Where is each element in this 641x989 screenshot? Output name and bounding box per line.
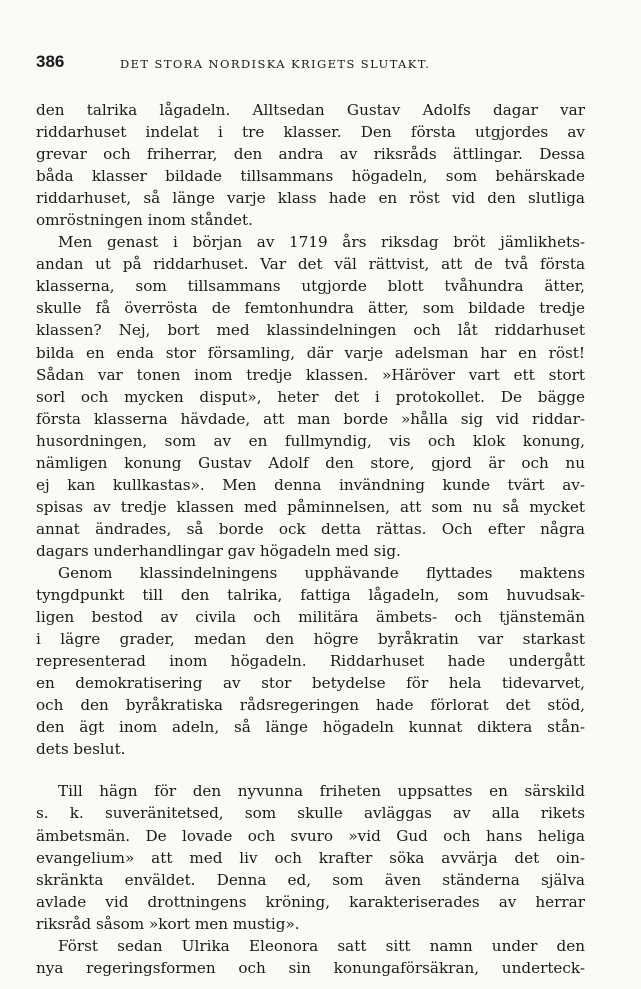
- text-line: sorl och mycken disput», heter det i protokollet. De bägge: [36, 387, 585, 406]
- text-line: båda klasser bildade tillsammans högadeln, som behärskade: [36, 167, 585, 186]
- text-line: representerad inom högadeln. Riddarhuset hade undergått: [36, 652, 585, 671]
- text-line: klasserna, som tillsammans utgjorde blott tvåhundra ätter,: [36, 277, 585, 296]
- page-header: [36, 52, 606, 76]
- text-line: husordningen, som av en fullmyndig, vis och klok konung,: [36, 431, 585, 450]
- text-line: omröstningen inom ståndet.: [36, 211, 253, 230]
- text-line: spisas av tredje klassen med påminnelsen, att som nu så mycket: [36, 497, 585, 516]
- text-line: tyngdpunkt till den talrika, fattiga lågadeln, som huvudsak-: [36, 586, 585, 605]
- text-line: Till hägn för den nyvunna friheten uppsattes en särskild: [58, 782, 585, 801]
- page-number: 386: [36, 52, 65, 71]
- text-line: den ägt inom adeln, så länge högadeln kunnat diktera stån-: [36, 718, 585, 737]
- text-line: ligen bestod av civila och militära ämbets- och tjänstemän: [36, 608, 585, 627]
- text-line: Sådan var tonen inom tredje klassen. »Häröver vart ett stort: [36, 365, 585, 384]
- text-line: en demokratisering av stor betydelse för hela tidevarvet,: [36, 674, 585, 693]
- text-line: första klasserna hävdade, att man borde »hålla sig vid riddar-: [36, 409, 585, 428]
- text-line: s. k. suveränitetsed, som skulle avläggas av alla rikets: [36, 804, 585, 823]
- body-text: [36, 99, 585, 979]
- text-line: skränkta enväldet. Denna ed, som även ständerna själva: [36, 870, 585, 889]
- text-line: riksråd såsom »kort men mustig».: [36, 914, 300, 933]
- text-line: riddarhuset indelat i tre klasser. Den första utgjordes av: [36, 123, 585, 142]
- text-line: dets beslut.: [36, 740, 126, 759]
- text-line: grevar och friherrar, den andra av riksråds ättlingar. Dessa: [36, 145, 585, 164]
- text-line: avlade vid drottningens kröning, karakteriserades av herrar: [36, 892, 585, 911]
- text-line: och den byråkratiska rådsregeringen hade förlorat det stöd,: [36, 696, 585, 715]
- text-line: riddarhuset, så länge varje klass hade en röst vid den slutliga: [36, 189, 585, 208]
- paragraph-gap: [36, 760, 585, 780]
- text-line: evangelium» att med liv och krafter söka avvärja det oin-: [36, 848, 585, 867]
- text-line: ämbetsmän. De lovade och svuro »vid Gud och hans heliga: [36, 826, 585, 845]
- text-line: Men genast i början av 1719 års riksdag bröt jämlikhets-: [58, 233, 585, 252]
- text-line: dagars underhandlingar gav högadeln med sig.: [36, 541, 401, 560]
- text-line: annat ändrades, så borde ock detta rättas. Och efter några: [36, 519, 585, 538]
- text-line: andan ut på riddarhuset. Var det väl rättvist, att de två första: [36, 255, 585, 274]
- text-line: Genom klassindelningens upphävande flyttades maktens: [58, 563, 585, 582]
- text-line: Först sedan Ulrika Eleonora satt sitt namn under den: [58, 936, 585, 955]
- text-line: ej kan kullkastas». Men denna invändning kunde tvärt av-: [36, 475, 585, 494]
- text-line: nämligen konung Gustav Adolf den store, gjord är och nu: [36, 453, 585, 472]
- text-line: klassen? Nej, bort med klassindelningen och låt riddarhuset: [36, 321, 585, 340]
- running-title: DET STORA NORDISKA KRIGETS SLUTAKT.: [120, 57, 431, 71]
- text-line: i lägre grader, medan den högre byråkratin var starkast: [36, 630, 585, 649]
- text-line: skulle få överrösta de femtonhundra ätter, som bildade tredje: [36, 299, 585, 318]
- text-line: nya regeringsformen och sin konungaförsäkran, underteck-: [36, 958, 585, 977]
- text-line: bilda en enda stor församling, där varje adelsman har en röst!: [36, 343, 585, 362]
- text-line: den talrika lågadeln. Alltsedan Gustav Adolfs dagar var: [36, 101, 585, 119]
